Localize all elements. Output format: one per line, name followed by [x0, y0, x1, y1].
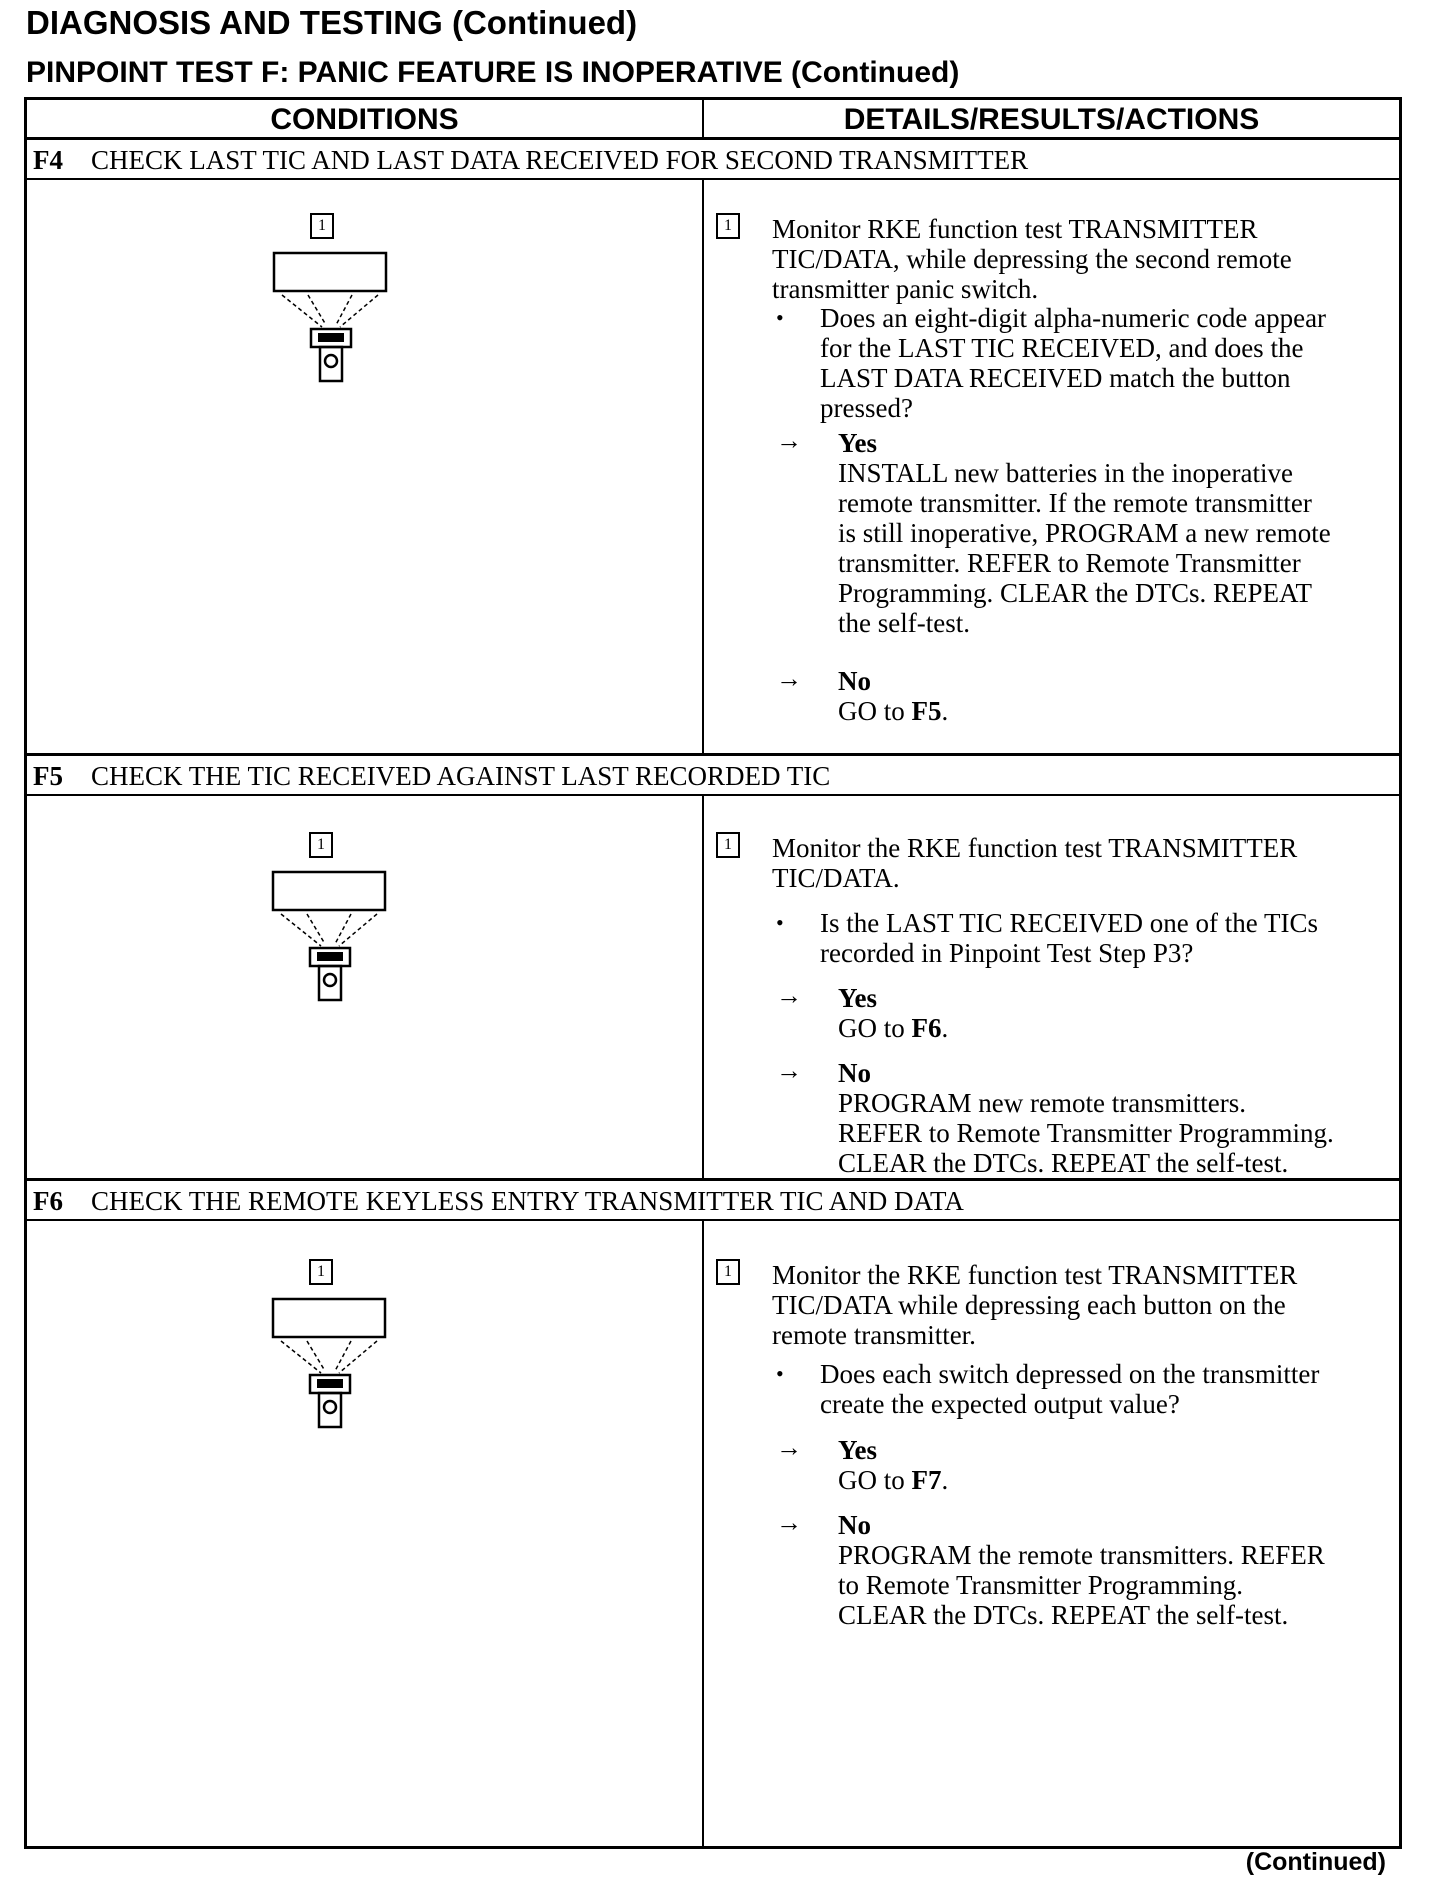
yes-result: Yes GO to F7. — [838, 1435, 1390, 1495]
callout-number: 1 — [309, 1259, 333, 1285]
go-to-step-link[interactable]: F7 — [911, 1465, 942, 1495]
step-title: CHECK THE REMOTE KEYLESS ENTRY TRANSMITTER TIC AND DATA — [91, 1186, 964, 1216]
test-question: Does each switch depressed on the transmitter create the expected output value? — [820, 1359, 1320, 1419]
details-cell — [704, 796, 1399, 1180]
callout-number: 1 — [309, 832, 333, 858]
arrow-right-icon: → — [776, 664, 802, 693]
page-title: DIAGNOSIS AND TESTING (Continued) — [26, 4, 638, 41]
step-header — [27, 756, 1399, 796]
pinpoint-test-table — [24, 97, 1402, 1849]
continued-label: (Continued) — [1245, 1848, 1386, 1876]
yes-result: Yes GO to F6. — [838, 983, 1390, 1043]
callout-number: 1 — [716, 213, 740, 239]
instruction-text: Monitor the RKE function test TRANSMITTER TIC/DATA. — [772, 833, 1298, 893]
yes-result: Yes INSTALL new batteries in the inoperative remote transmitter. If the remote transmitter is still inoperative, PROGRAM a new remote transmitter. REFER to Remote Transmitter Programming. CLEAR the DTCs. REPEAT the self-test. — [838, 428, 1390, 638]
test-question: Is the LAST TIC RECEIVED one of the TICs recorded in Pinpoint Test Step P3? — [820, 908, 1318, 968]
step-id: F6 — [33, 1186, 63, 1216]
instruction-text: Monitor the RKE function test TRANSMITTER TIC/DATA while depressing each button on the remote transmitter. — [772, 1260, 1298, 1350]
conditions-cell — [27, 796, 704, 1180]
bullet: • — [776, 305, 784, 330]
no-label: No — [838, 1510, 871, 1540]
step-id: F5 — [33, 761, 63, 791]
step-id: F4 — [33, 145, 63, 175]
details-column-header: DETAILS/RESULTS/ACTIONS — [704, 100, 1399, 140]
go-to-step-link[interactable]: F5 — [911, 696, 942, 726]
step-f6 — [27, 1181, 1399, 1846]
yes-label: Yes — [838, 428, 877, 458]
bullet: • — [776, 910, 784, 935]
bullet: • — [776, 1361, 784, 1386]
arrow-right-icon: → — [776, 426, 802, 455]
instruction-text: Monitor RKE function test TRANSMITTER TIC/DATA, while depressing the second remote transmitter panic switch. — [772, 214, 1292, 304]
yes-label: Yes — [838, 983, 877, 1013]
go-to-step-link[interactable]: F6 — [911, 1013, 942, 1043]
step-f5 — [27, 756, 1399, 1180]
arrow-right-icon: → — [776, 1433, 802, 1462]
no-label: No — [838, 1058, 871, 1088]
callout-number: 1 — [310, 213, 334, 239]
no-result: No PROGRAM the remote transmitters. REFER to Remote Transmitter Programming. CLEAR the DTCs. REPEAT the self-test. — [838, 1510, 1390, 1630]
arrow-right-icon: → — [776, 981, 802, 1010]
pinpoint-test-title: PINPOINT TEST F: PANIC FEATURE IS INOPERATIVE (Continued) — [26, 56, 960, 89]
step-title: CHECK LAST TIC AND LAST DATA RECEIVED FOR SECOND TRANSMITTER — [91, 145, 1029, 175]
details-cell — [704, 180, 1399, 755]
arrow-right-icon: → — [776, 1056, 802, 1085]
yes-label: Yes — [838, 1435, 877, 1465]
step-header — [27, 1181, 1399, 1221]
details-cell — [704, 1221, 1399, 1846]
step-f4 — [27, 140, 1399, 755]
arrow-right-icon: → — [776, 1508, 802, 1537]
step-title: CHECK THE TIC RECEIVED AGAINST LAST RECORDED TIC — [91, 761, 831, 791]
no-label: No — [838, 666, 871, 696]
callout-number: 1 — [716, 832, 740, 858]
tester-icon — [269, 870, 389, 1050]
step-header — [27, 140, 1399, 180]
tester-icon — [270, 251, 390, 431]
no-result: No GO to F5. — [838, 666, 1390, 726]
test-question: Does an eight-digit alpha-numeric code appear for the LAST TIC RECEIVED, and does the LAST DATA RECEIVED match the button pressed? — [820, 303, 1327, 423]
no-result: No PROGRAM new remote transmitters. REFER to Remote Transmitter Programming. CLEAR the DTCs. REPEAT the self-test. — [838, 1058, 1390, 1178]
conditions-column-header: CONDITIONS — [27, 100, 704, 140]
conditions-cell — [27, 180, 704, 755]
tester-icon — [269, 1297, 389, 1477]
callout-number: 1 — [716, 1259, 740, 1285]
conditions-cell — [27, 1221, 704, 1846]
